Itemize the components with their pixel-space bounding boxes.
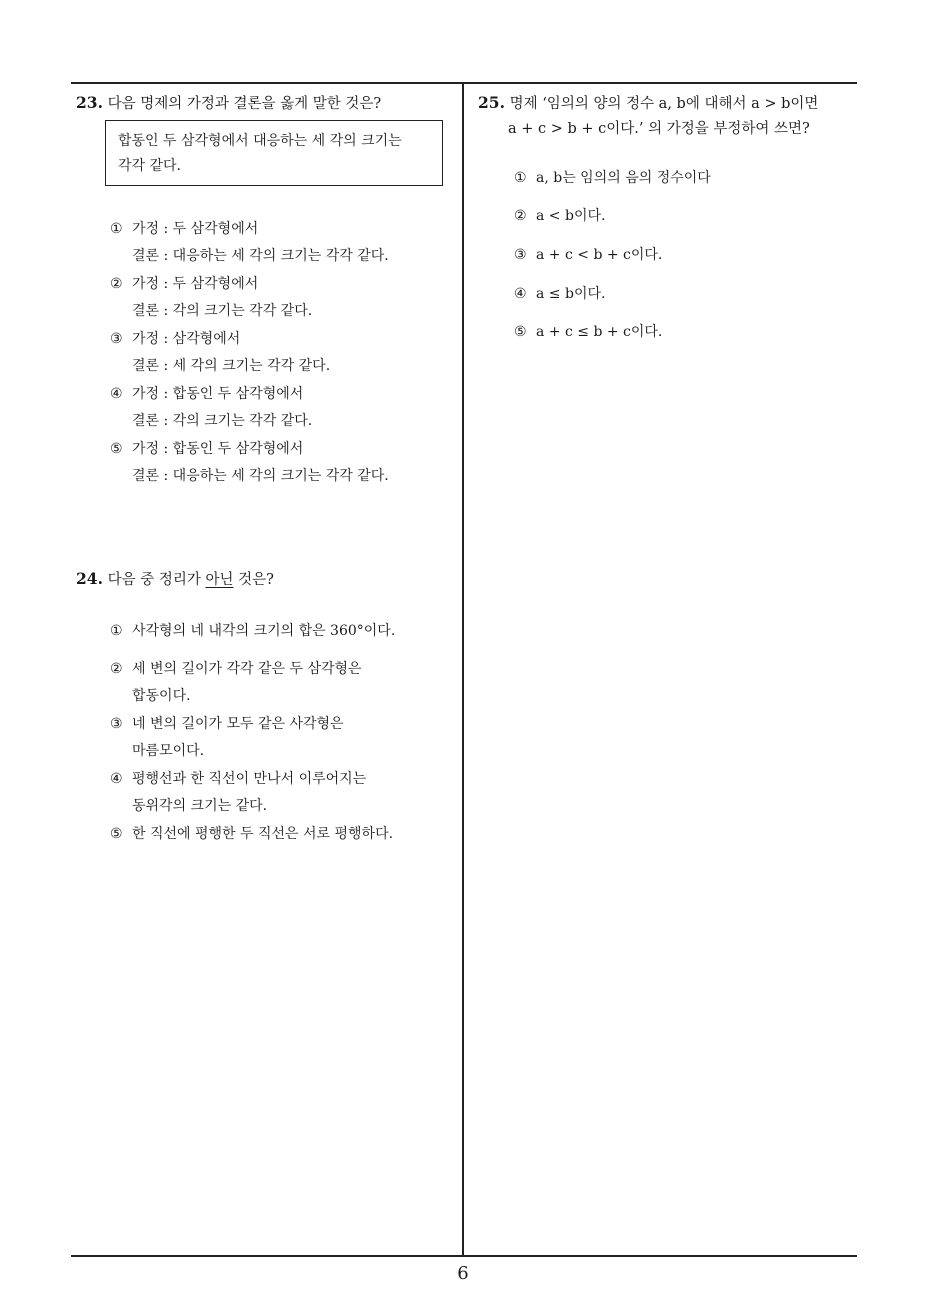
option-text: 평행선과 한 직선이 만나서 이루어지는	[132, 771, 367, 787]
question-25	[478, 90, 818, 117]
q25-option-2[interactable]	[514, 203, 605, 230]
option-text: a ≤ b이다.	[536, 286, 606, 302]
option-conclusion: 결론 : 각의 크기는 각각 같다.	[132, 413, 313, 429]
option-hypothesis: 가정 : 합동인 두 삼각형에서	[132, 441, 304, 457]
question-24-text-b: 것은?	[233, 572, 274, 588]
option-conclusion: 결론 : 세 각의 크기는 각각 같다.	[132, 358, 331, 374]
option-text: a, b는 임의의 음의 정수이다	[536, 170, 711, 186]
option-hypothesis: 가정 : 두 삼각형에서	[132, 276, 259, 292]
q24-option-3[interactable]	[110, 711, 344, 765]
option-conclusion: 결론 : 대응하는 세 각의 크기는 각각 같다.	[132, 468, 389, 484]
question-23	[76, 90, 381, 117]
option-mark: ②	[110, 276, 123, 292]
option-text-cont: 합동이다.	[132, 688, 191, 704]
option-mark: ②	[110, 661, 123, 677]
q24-option-5[interactable]	[110, 821, 393, 848]
option-mark: ④	[110, 771, 123, 787]
q23-option-2[interactable]	[110, 271, 312, 325]
question-23-number: 23.	[76, 93, 103, 112]
option-text: a + c ≤ b + c이다.	[536, 324, 663, 340]
option-mark: ①	[110, 623, 123, 639]
statement-line-2: 각각 같다.	[118, 158, 181, 174]
option-text-cont: 마름모이다.	[132, 743, 205, 759]
option-text: a + c < b + c이다.	[536, 247, 663, 263]
option-text: 사각형의 네 내각의 크기의 합은 360°이다.	[132, 623, 396, 639]
option-mark: ①	[110, 221, 123, 237]
option-mark: ⑤	[110, 441, 123, 457]
option-mark: ④	[110, 386, 123, 402]
option-text: 세 변의 길이가 각각 같은 두 삼각형은	[132, 661, 362, 677]
q25-option-4[interactable]	[514, 281, 605, 308]
q23-option-5[interactable]	[110, 436, 389, 490]
question-23-statement-box	[105, 120, 443, 186]
option-mark: ⑤	[110, 826, 123, 842]
q23-option-3[interactable]	[110, 326, 330, 380]
q25-option-1[interactable]	[514, 165, 711, 192]
option-mark: ③	[110, 331, 123, 347]
q23-option-4[interactable]	[110, 381, 312, 435]
question-24-underlined: 아닌	[205, 572, 234, 588]
q24-option-4[interactable]	[110, 766, 366, 820]
option-conclusion: 결론 : 각의 크기는 각각 같다.	[132, 303, 313, 319]
q24-option-2[interactable]	[110, 656, 362, 710]
column-divider	[462, 83, 464, 1256]
q25-option-5[interactable]	[514, 319, 662, 346]
option-conclusion: 결론 : 대응하는 세 각의 크기는 각각 같다.	[132, 248, 389, 264]
q24-option-1[interactable]	[110, 618, 395, 645]
option-text-cont: 동위각의 크기는 같다.	[132, 798, 268, 814]
bottom-rule	[71, 1255, 857, 1257]
option-mark: ②	[514, 208, 527, 224]
option-hypothesis: 가정 : 삼각형에서	[132, 331, 241, 347]
q25-option-3[interactable]	[514, 242, 662, 269]
question-24-number: 24.	[76, 569, 103, 588]
question-23-text: 다음 명제의 가정과 결론을 옳게 말한 것은?	[107, 96, 382, 112]
option-text: 네 변의 길이가 모두 같은 사각형은	[132, 716, 344, 732]
option-hypothesis: 가정 : 두 삼각형에서	[132, 221, 259, 237]
option-mark: ①	[514, 170, 527, 186]
question-24-text-a: 다음 중 정리가	[107, 572, 206, 588]
question-25-text-line-1: 명제 ‘임의의 양의 정수 a, b에 대해서 a > b이면	[509, 96, 819, 112]
statement-line-1: 합동인 두 삼각형에서 대응하는 세 각의 크기는	[118, 133, 402, 149]
option-hypothesis: 가정 : 합동인 두 삼각형에서	[132, 386, 304, 402]
option-mark: ⑤	[514, 324, 527, 340]
option-mark: ③	[514, 247, 527, 263]
q23-option-1[interactable]	[110, 216, 389, 270]
question-24	[76, 566, 274, 593]
option-text: 한 직선에 평행한 두 직선은 서로 평행하다.	[132, 826, 394, 842]
question-25-line-2: a + c > b + c이다.’ 의 가정을 부정하여 쓰면?	[508, 121, 810, 137]
option-mark: ③	[110, 716, 123, 732]
option-mark: ④	[514, 286, 527, 302]
page-number: 6	[457, 1263, 469, 1284]
question-25-number: 25.	[478, 93, 505, 112]
option-text: a < b이다.	[536, 208, 606, 224]
top-rule	[71, 82, 857, 84]
